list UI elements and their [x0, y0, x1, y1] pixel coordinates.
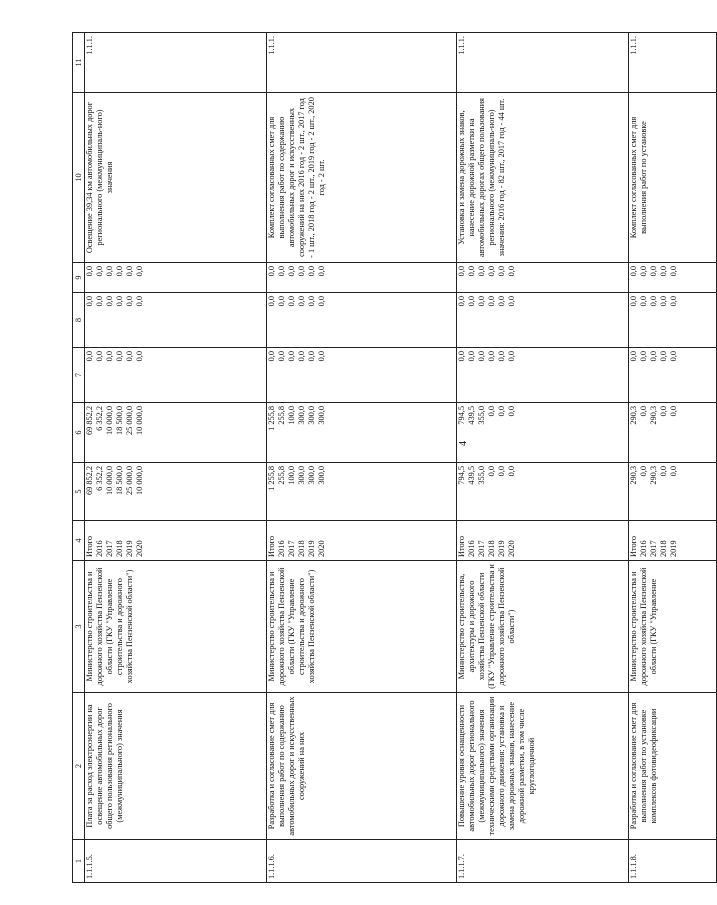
cell-value: 0,0	[639, 266, 648, 277]
year-list	[267, 521, 457, 561]
cell-value: 0,0	[135, 351, 144, 362]
cell-value: 0,0	[477, 296, 486, 307]
cell-value: 0,0	[649, 296, 658, 307]
cell-value: 0,0	[659, 296, 668, 307]
header-cell: 4	[73, 521, 85, 561]
cell-value: 0,0	[277, 266, 286, 277]
cell-value: 2017	[649, 540, 658, 557]
table-row	[267, 33, 457, 883]
cell-value: Итого	[85, 535, 94, 557]
extra-budget	[267, 263, 457, 293]
cell-value: 0,0	[669, 351, 678, 362]
cell-value: 0,0	[267, 296, 276, 307]
cell-value: 0,0	[277, 296, 286, 307]
cell-value: 0,0	[629, 351, 638, 362]
cell-value: 100,0	[287, 406, 296, 425]
cell-value: 0,0	[487, 266, 496, 277]
year-list	[85, 521, 267, 561]
cell-value: 0,0	[287, 351, 296, 362]
cell-value: 255,8	[277, 466, 286, 485]
indicator-link: 1.1.1.	[85, 33, 267, 93]
cell-value: 0,0	[487, 466, 496, 477]
cell-value: 69 852,2	[85, 406, 94, 436]
cell-value: 300,0	[317, 406, 326, 425]
indicator-link: 1.1.1.	[629, 33, 717, 93]
cell-value: 0,0	[307, 266, 316, 277]
cell-value: 0,0	[507, 406, 516, 417]
cell-value: 0,0	[629, 266, 638, 277]
measure-name: Повышение уровня оснащенности автомобильных дорог регионального (межмуниципального) значения техническими средствами организации дорожного движения: установка и замена дорожных знаков, нанесение дорожной разметки, в том числе круглогодичной	[457, 693, 629, 840]
cell-value: 0,0	[105, 266, 114, 277]
cell-value: Итого	[457, 535, 466, 557]
cell-value: 0,0	[297, 351, 306, 362]
cell-value: 0,0	[297, 266, 306, 277]
cell-value: 0,0	[507, 351, 516, 362]
cell-value: 2019	[307, 540, 316, 557]
cell-value: Итого	[267, 535, 276, 557]
cell-value: 2019	[497, 540, 506, 557]
header-row	[73, 33, 85, 883]
cell-value: 355,0	[477, 466, 486, 485]
cell-value: 0,0	[85, 266, 94, 277]
cell-value: 2019	[125, 540, 134, 557]
cell-value: 2020	[507, 540, 516, 557]
cell-value: 0,0	[267, 351, 276, 362]
cell-value: 0,0	[317, 296, 326, 307]
cell-value: 0,0	[669, 466, 678, 477]
cell-value: 0,0	[85, 351, 94, 362]
cell-value: 0,0	[307, 351, 316, 362]
executor: Министерство строительства, архитектуры и дорожного хозяйства Пензенской области (ГКУ "Управление строительства и дорожного хозяйства Пензенской области")	[457, 561, 629, 693]
measure-name: Разработка и согласование смет для выполнения работ по содержанию автомобильных дорог и искусственных сооружений на них	[267, 693, 457, 840]
extra-budget	[629, 263, 717, 293]
cell-value: 2017	[105, 540, 114, 557]
executor: Министерство строительства и дорожного хозяйства Пензенской области (ГКУ "Управление строительства и дорожного хозяйства Пензенской области")	[85, 561, 267, 693]
cell-value: 0,0	[497, 351, 506, 362]
cell-value: 0,0	[95, 266, 104, 277]
cell-value: 0,0	[307, 296, 316, 307]
cell-value: 0,0	[135, 296, 144, 307]
indicator-link: 1.1.1.	[457, 33, 629, 93]
expected-result: Установка и замена дорожных знаков, нанесение дорожной разметки на автомобильных дорогах общего пользования регионального (межмуниципаль-ного) значения: 2016 год - 82 шт., 2017 год - 44 шт.	[457, 93, 629, 263]
cell-value: 439,5	[467, 406, 476, 425]
rotated-table-container	[72, 33, 678, 883]
local-budget	[85, 293, 267, 348]
federal-budget	[457, 348, 629, 403]
cell-value: 290,3	[649, 406, 658, 425]
regional-budget	[629, 403, 717, 463]
expected-result: Комплект согласованных смет для выполнения работ по содержанию автомобильных дорог и искусственных сооружений на них 2016 год - 2 шт., 2017 год - 1 шт., 2018 год - 2 шт., 2019 год - 2 шт., 2020 год - 2 шт.	[267, 93, 457, 263]
program-table	[72, 32, 717, 883]
cell-value: 0,0	[105, 351, 114, 362]
cell-value: 10 000,0	[135, 466, 144, 496]
cell-value: 255,8	[277, 406, 286, 425]
federal-budget	[85, 348, 267, 403]
page-number: 4	[458, 441, 469, 446]
cell-value: 0,0	[467, 296, 476, 307]
cell-value: 0,0	[115, 296, 124, 307]
cell-value: 0,0	[497, 266, 506, 277]
row-number: 1.1.1.6.	[267, 840, 457, 883]
header-cell: 3	[73, 561, 85, 693]
cell-value: 0,0	[669, 266, 678, 277]
cell-value: 2020	[135, 540, 144, 557]
cell-value: 0,0	[659, 406, 668, 417]
cell-value: 2019	[669, 540, 678, 557]
cell-value: 0,0	[95, 296, 104, 307]
table-row	[85, 33, 267, 883]
federal-budget	[629, 348, 717, 403]
cell-value: 25 000,0	[125, 406, 134, 436]
cell-value: 0,0	[287, 296, 296, 307]
row-number: 1.1.1.8.	[629, 840, 717, 883]
expected-result: Освещение 39,34 км автомобильных дорог регионального (межмуниципаль-ного) значения	[85, 93, 267, 263]
cell-value: 0,0	[277, 351, 286, 362]
cell-value: 0,0	[507, 466, 516, 477]
total-funding	[267, 463, 457, 521]
cell-value: 0,0	[267, 266, 276, 277]
cell-value: 18 500,0	[115, 406, 124, 436]
federal-budget	[267, 348, 457, 403]
cell-value: 100,0	[287, 466, 296, 485]
cell-value: 2016	[95, 540, 104, 557]
year-list	[629, 521, 717, 561]
cell-value: Итого	[629, 535, 638, 557]
cell-value: 0,0	[125, 351, 134, 362]
cell-value: 2020	[317, 540, 326, 557]
cell-value: 0,0	[669, 406, 678, 417]
table-row	[629, 33, 717, 883]
local-budget	[267, 293, 457, 348]
cell-value: 0,0	[659, 466, 668, 477]
cell-value: 0,0	[669, 296, 678, 307]
cell-value: 0,0	[659, 266, 668, 277]
regional-budget	[267, 403, 457, 463]
cell-value: 0,0	[85, 296, 94, 307]
cell-value: 0,0	[125, 266, 134, 277]
cell-value: 0,0	[639, 351, 648, 362]
cell-value: 0,0	[105, 296, 114, 307]
cell-value: 0,0	[467, 351, 476, 362]
measure-name: Плата за расход электроэнергии на освещение автомобильных дорог общего пользования регионального (межмуниципального) значения	[85, 693, 267, 840]
cell-value: 69 852,2	[85, 466, 94, 496]
cell-value: 300,0	[307, 466, 316, 485]
row-number: 1.1.1.5.	[85, 840, 267, 883]
cell-value: 290,3	[629, 406, 638, 425]
cell-value: 300,0	[317, 466, 326, 485]
executor: Министерство строительства и дорожного хозяйства Пензенской области (ГКУ "Управление строительства и дорожного хозяйства Пензенской области")	[267, 561, 457, 693]
row-number: 1.1.1.7.	[457, 840, 629, 883]
cell-value: 2018	[659, 540, 668, 557]
cell-value: 0,0	[659, 351, 668, 362]
total-funding	[457, 463, 629, 521]
cell-value: 0,0	[487, 406, 496, 417]
indicator-link: 1.1.1.	[267, 33, 457, 93]
cell-value: 0,0	[115, 351, 124, 362]
header-cell: 1	[73, 840, 85, 883]
cell-value: 0,0	[629, 296, 638, 307]
header-cell: 2	[73, 693, 85, 840]
total-funding	[629, 463, 717, 521]
local-budget	[629, 293, 717, 348]
regional-budget	[457, 403, 629, 463]
cell-value: 0,0	[287, 266, 296, 277]
cell-value: 6 352,2	[95, 466, 104, 491]
local-budget	[457, 293, 629, 348]
cell-value: 2016	[639, 540, 648, 557]
header-cell: 7	[73, 348, 85, 403]
header-cell: 11	[73, 33, 85, 93]
cell-value: 0,0	[115, 266, 124, 277]
executor: Министерство строительства и дорожного хозяйства Пензенской области (ГКУ "Управление	[629, 561, 717, 693]
cell-value: 2016	[277, 540, 286, 557]
total-funding	[85, 463, 267, 521]
cell-value: 0,0	[317, 266, 326, 277]
cell-value: 0,0	[135, 266, 144, 277]
cell-value: 0,0	[477, 266, 486, 277]
table-row	[457, 33, 629, 883]
cell-value: 0,0	[507, 296, 516, 307]
cell-value: 0,0	[297, 296, 306, 307]
cell-value: 0,0	[639, 406, 648, 417]
cell-value: 10 000,0	[105, 466, 114, 496]
cell-value: 0,0	[487, 296, 496, 307]
extra-budget	[85, 263, 267, 293]
cell-value: 290,3	[629, 466, 638, 485]
cell-value: 2018	[297, 540, 306, 557]
cell-value: 1 255,8	[267, 466, 276, 491]
cell-value: 0,0	[457, 266, 466, 277]
cell-value: 794,5	[457, 466, 466, 485]
cell-value: 0,0	[639, 466, 648, 477]
cell-value: 300,0	[297, 406, 306, 425]
cell-value: 794,5	[457, 406, 466, 425]
cell-value: 2018	[115, 540, 124, 557]
measure-name: Разработка и согласование смет для выполнения работ по установке комплексов фотовидеофиксации	[629, 693, 717, 840]
cell-value: 290,3	[649, 466, 658, 485]
cell-value: 300,0	[307, 406, 316, 425]
cell-value: 2017	[287, 540, 296, 557]
header-cell: 10	[73, 93, 85, 263]
cell-value: 0,0	[125, 296, 134, 307]
cell-value: 0,0	[497, 296, 506, 307]
cell-value: 2018	[487, 540, 496, 557]
cell-value: 439,5	[467, 466, 476, 485]
cell-value: 18 500,0	[115, 466, 124, 496]
header-cell: 9	[73, 263, 85, 293]
cell-value: 0,0	[497, 466, 506, 477]
cell-value: 0,0	[507, 266, 516, 277]
cell-value: 0,0	[649, 351, 658, 362]
table-body	[73, 33, 717, 883]
cell-value: 1 255,8	[267, 406, 276, 431]
extra-budget	[457, 263, 629, 293]
header-cell: 8	[73, 293, 85, 348]
regional-budget	[85, 403, 267, 463]
cell-value: 6 352,2	[95, 406, 104, 431]
cell-value: 0,0	[467, 266, 476, 277]
header-cell: 6	[73, 403, 85, 463]
cell-value: 2017	[477, 540, 486, 557]
header-cell: 5	[73, 463, 85, 521]
cell-value: 25 000,0	[125, 466, 134, 496]
cell-value: 355,0	[477, 406, 486, 425]
cell-value: 0,0	[457, 296, 466, 307]
cell-value: 10 000,0	[135, 406, 144, 436]
cell-value: 0,0	[497, 406, 506, 417]
year-list	[457, 521, 629, 561]
cell-value: 0,0	[95, 351, 104, 362]
cell-value: 0,0	[317, 351, 326, 362]
cell-value: 0,0	[477, 351, 486, 362]
cell-value: 0,0	[487, 351, 496, 362]
cell-value: 0,0	[649, 266, 658, 277]
expected-result: Комплект согласованных смет для выполнения работ по установке	[629, 93, 717, 263]
cell-value: 0,0	[639, 296, 648, 307]
cell-value: 2016	[467, 540, 476, 557]
cell-value: 300,0	[297, 466, 306, 485]
cell-value: 10 000,0	[105, 406, 114, 436]
cell-value: 0,0	[457, 351, 466, 362]
